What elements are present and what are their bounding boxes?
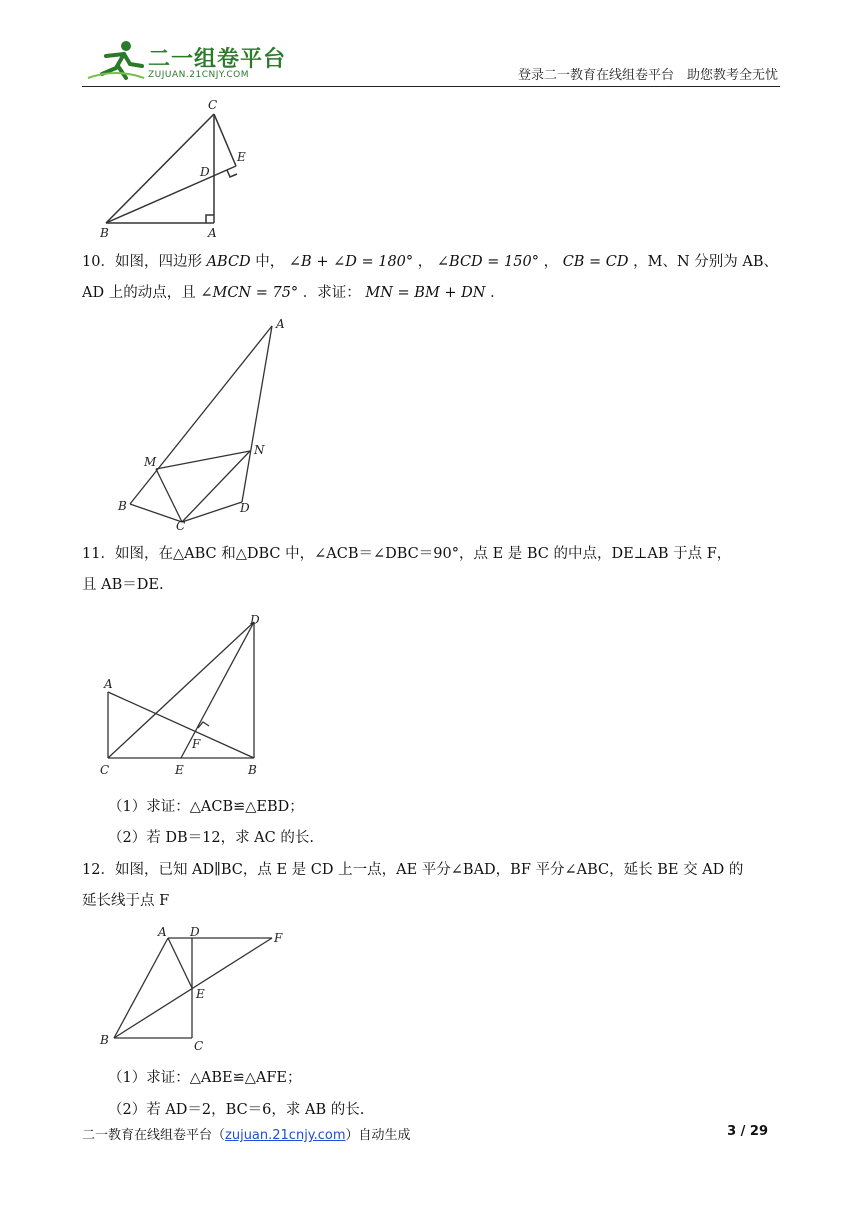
q11-line-2: 且 AB＝DE. xyxy=(82,577,164,593)
figure-quadrilateral-abcd xyxy=(110,316,300,536)
label-d: D xyxy=(190,925,200,939)
page-number: 3 / 29 xyxy=(727,1124,768,1139)
label-a: A xyxy=(276,317,285,331)
label-c: C xyxy=(208,98,218,112)
label-e: E xyxy=(237,150,246,164)
label-f: F xyxy=(192,737,201,751)
label-e: E xyxy=(175,763,184,777)
label-c: C xyxy=(176,519,186,533)
footer-source: 二一教育在线组卷平台（zujuan.21cnjy.com）自动生成 xyxy=(82,1128,411,1143)
q11-part-1: （1）求证：△ACB≌△EBD； xyxy=(108,799,304,815)
label-d: D xyxy=(240,501,250,515)
runner-logo-icon xyxy=(86,38,146,82)
label-m: M xyxy=(144,455,157,469)
label-n: N xyxy=(254,443,265,457)
figure-triangle-bcae xyxy=(96,96,266,244)
label-c: C xyxy=(194,1039,204,1053)
question-11 xyxy=(82,539,780,601)
label-b: B xyxy=(100,1033,109,1047)
q12-part-1: （1）求证：△ABE≌△AFE； xyxy=(108,1070,302,1086)
label-e: E xyxy=(196,987,205,1001)
q11-part-2: （2）若 DB＝12，求 AC 的长. xyxy=(108,830,314,846)
header-slogan-link[interactable]: 登录二一教育在线组卷平台 助您教考全无忧 xyxy=(517,68,778,83)
label-b: B xyxy=(248,763,257,777)
logo-text: 二一组卷平台 xyxy=(148,47,287,72)
figure-triangles-acb-dbc xyxy=(96,610,276,780)
footer-site-link[interactable]: zujuan.21cnjy.com xyxy=(225,1128,346,1143)
label-a: A xyxy=(104,677,113,691)
label-b: B xyxy=(100,226,109,240)
q12-line-2: 延长线于点 F xyxy=(82,893,170,909)
q12-part-2: （2）若 AD＝2，BC＝6，求 AB 的长. xyxy=(108,1102,365,1118)
figure-trapezoid-abcd xyxy=(96,920,296,1056)
q10-line-1: 10．如图，四边形 ABCD 中， ∠B + ∠D = 180° ， ∠BCD = 150° ， CB = CD ，M、N 分别为 AB、 xyxy=(82,254,779,270)
label-a: A xyxy=(208,226,217,240)
logo-subtext: ZUJUAN.21CNJY.COM xyxy=(148,70,250,80)
label-f: F xyxy=(274,931,283,945)
label-d: D xyxy=(200,165,210,179)
question-10 xyxy=(82,247,780,309)
q11-line-1: 11．如图，在△ABC 和△DBC 中，∠ACB＝∠DBC＝90°，点 E 是 BC 的中点，DE⊥AB 于点 F， xyxy=(82,546,732,562)
label-c: C xyxy=(100,763,110,777)
label-a: A xyxy=(158,925,167,939)
question-12 xyxy=(82,855,780,917)
q10-line-2: AD 上的动点，且 ∠MCN = 75° ．求证： MN = BM + DN ． xyxy=(82,285,505,301)
label-d: D xyxy=(250,613,260,627)
site-logo[interactable] xyxy=(86,38,286,82)
q12-line-1: 12．如图，已知 AD∥BC，点 E 是 CD 上一点，AE 平分∠BAD，BF 平分∠ABC，延长 BE 交 AD 的 xyxy=(82,862,744,878)
header-divider xyxy=(82,86,780,87)
label-b: B xyxy=(118,499,127,513)
